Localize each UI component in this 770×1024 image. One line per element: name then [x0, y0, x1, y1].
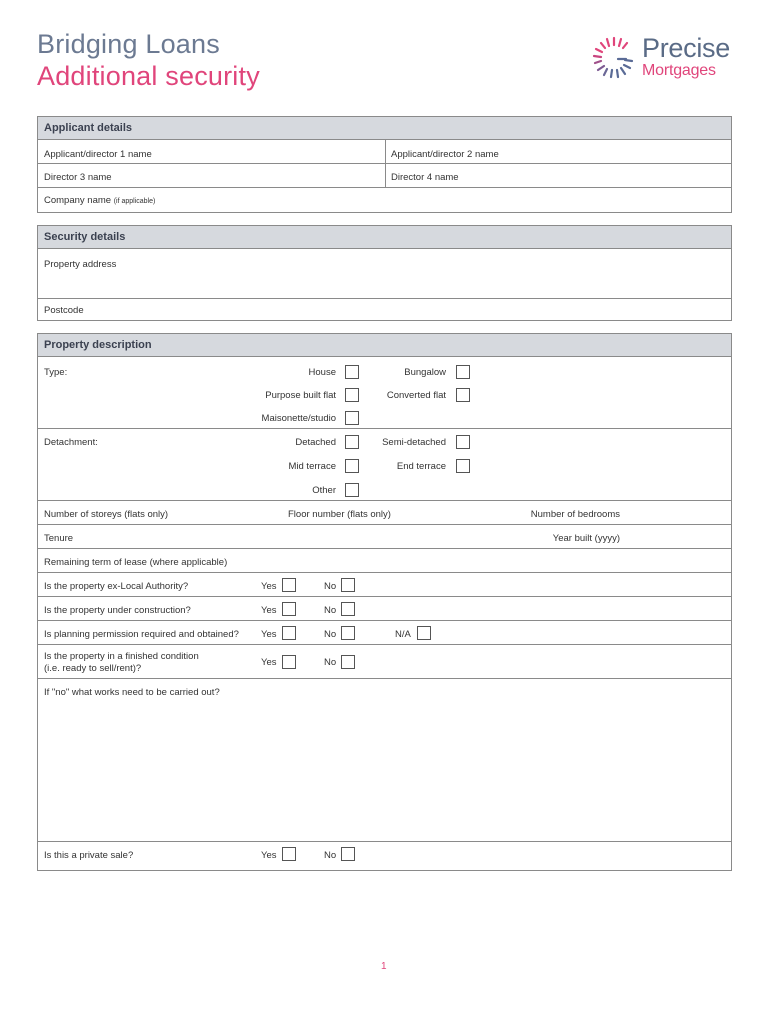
- planning-yes-label: Yes: [261, 629, 277, 640]
- type-label: Type:: [44, 367, 68, 378]
- applicant-row-2: [38, 164, 731, 188]
- director4-label: Director 4 name: [391, 172, 459, 183]
- precise-mortgages-logo: [588, 33, 738, 83]
- planning-yes-checkbox[interactable]: [282, 626, 296, 640]
- ex-la-yes-checkbox[interactable]: [282, 578, 296, 592]
- converted-flat-label: Converted flat: [386, 390, 446, 401]
- bedrooms-label: Number of bedrooms: [530, 509, 620, 520]
- lease-row: [38, 549, 731, 573]
- company-name-text: Company name: [44, 195, 112, 206]
- title-bridging-loans: Bridging Loans: [37, 29, 220, 59]
- maisonette-label: Maisonette/studio: [261, 413, 336, 424]
- director1-label: Applicant/director 1 name: [44, 149, 152, 160]
- finished-yes-label: Yes: [261, 657, 277, 668]
- works-label: If "no" what works need to be carried out?: [44, 687, 220, 698]
- logo-mortgages-text: Mortgages: [642, 62, 716, 79]
- logo-swirl-icon: [588, 33, 640, 83]
- ex-la-no-checkbox[interactable]: [341, 578, 355, 592]
- mid-terrace-checkbox[interactable]: [345, 459, 359, 473]
- planning-na-label: N/A: [395, 629, 411, 640]
- purpose-flat-checkbox[interactable]: [345, 388, 359, 402]
- applicant-row-3: [38, 188, 731, 212]
- storeys-label: Number of storeys (flats only): [44, 509, 169, 520]
- applicant-row-1: [38, 140, 731, 164]
- title-additional-security: Additional security: [37, 61, 260, 91]
- bungalow-checkbox[interactable]: [456, 365, 470, 379]
- planning-no-checkbox[interactable]: [341, 626, 355, 640]
- finished-yes-checkbox[interactable]: [282, 655, 296, 669]
- semi-detached-label: Semi-detached: [382, 437, 446, 448]
- private-sale-yes-checkbox[interactable]: [282, 847, 296, 861]
- property-address-label: Property address: [44, 259, 117, 270]
- finished-label-line2: (i.e. ready to sell/rent)?: [44, 663, 142, 674]
- finished-no-label: No: [324, 657, 337, 668]
- private-sale-row: [38, 842, 731, 866]
- mid-terrace-label: Mid terrace: [288, 461, 336, 472]
- ex-la-label: Is the property ex-Local Authority?: [44, 581, 189, 592]
- house-label: House: [308, 367, 336, 378]
- private-sale-no-label: No: [324, 850, 337, 861]
- applicant-details-heading: Applicant details: [38, 117, 731, 140]
- under-construction-row: [38, 597, 731, 621]
- postcode-row: [38, 299, 731, 320]
- company-note: (if applicable): [113, 198, 156, 205]
- bungalow-label: Bungalow: [404, 367, 446, 378]
- planning-na-checkbox[interactable]: [417, 626, 431, 640]
- postcode-label: Postcode: [44, 305, 84, 316]
- lease-term-label: Remaining term of lease (where applicable): [44, 557, 228, 568]
- planning-label: Is planning permission required and obtained?: [44, 629, 239, 640]
- construction-no-label: No: [324, 605, 337, 616]
- year-built-label: Year built (yyyy): [552, 533, 620, 544]
- semi-detached-checkbox[interactable]: [456, 435, 470, 449]
- private-sale-label: Is this a private sale?: [44, 850, 134, 861]
- tenure-row: [38, 525, 731, 549]
- property-description-section: [37, 333, 732, 871]
- ex-la-row: [38, 573, 731, 597]
- director3-label: Director 3 name: [44, 172, 112, 183]
- finished-row: [38, 645, 731, 679]
- property-description-heading: Property description: [38, 334, 731, 357]
- logo-precise-text: Precise: [642, 33, 730, 63]
- finished-no-checkbox[interactable]: [341, 655, 355, 669]
- planning-row: [38, 621, 731, 645]
- detached-checkbox[interactable]: [345, 435, 359, 449]
- page-number: 1: [381, 961, 387, 972]
- converted-flat-checkbox[interactable]: [456, 388, 470, 402]
- other-label: Other: [312, 485, 336, 496]
- tenure-label: Tenure: [44, 533, 74, 544]
- maisonette-checkbox[interactable]: [345, 411, 359, 425]
- works-row: [38, 679, 731, 842]
- house-checkbox[interactable]: [345, 365, 359, 379]
- detached-label: Detached: [295, 437, 336, 448]
- type-row: [38, 357, 731, 429]
- other-checkbox[interactable]: [345, 483, 359, 497]
- construction-no-checkbox[interactable]: [341, 602, 355, 616]
- under-construction-label: Is the property under construction?: [44, 605, 191, 616]
- storeys-row: [38, 501, 731, 525]
- company-label: [44, 195, 155, 206]
- ex-la-yes-label: Yes: [261, 581, 277, 592]
- planning-no-label: No: [324, 629, 337, 640]
- private-sale-no-checkbox[interactable]: [341, 847, 355, 861]
- detachment-label: Detachment:: [44, 437, 98, 448]
- private-sale-yes-label: Yes: [261, 850, 277, 861]
- purpose-flat-label: Purpose built flat: [265, 390, 336, 401]
- floor-number-label: Floor number (flats only): [288, 509, 391, 520]
- ex-la-no-label: No: [324, 581, 337, 592]
- security-details-heading: Security details: [38, 226, 731, 249]
- security-details-section: [37, 225, 732, 321]
- construction-yes-label: Yes: [261, 605, 277, 616]
- finished-label-line1: Is the property in a finished condition: [44, 651, 199, 662]
- end-terrace-checkbox[interactable]: [456, 459, 470, 473]
- end-terrace-label: End terrace: [396, 461, 446, 472]
- detachment-row: [38, 429, 731, 501]
- applicant-details-section: [37, 116, 732, 213]
- property-address-row: [38, 249, 731, 299]
- director2-label: Applicant/director 2 name: [391, 149, 499, 160]
- construction-yes-checkbox[interactable]: [282, 602, 296, 616]
